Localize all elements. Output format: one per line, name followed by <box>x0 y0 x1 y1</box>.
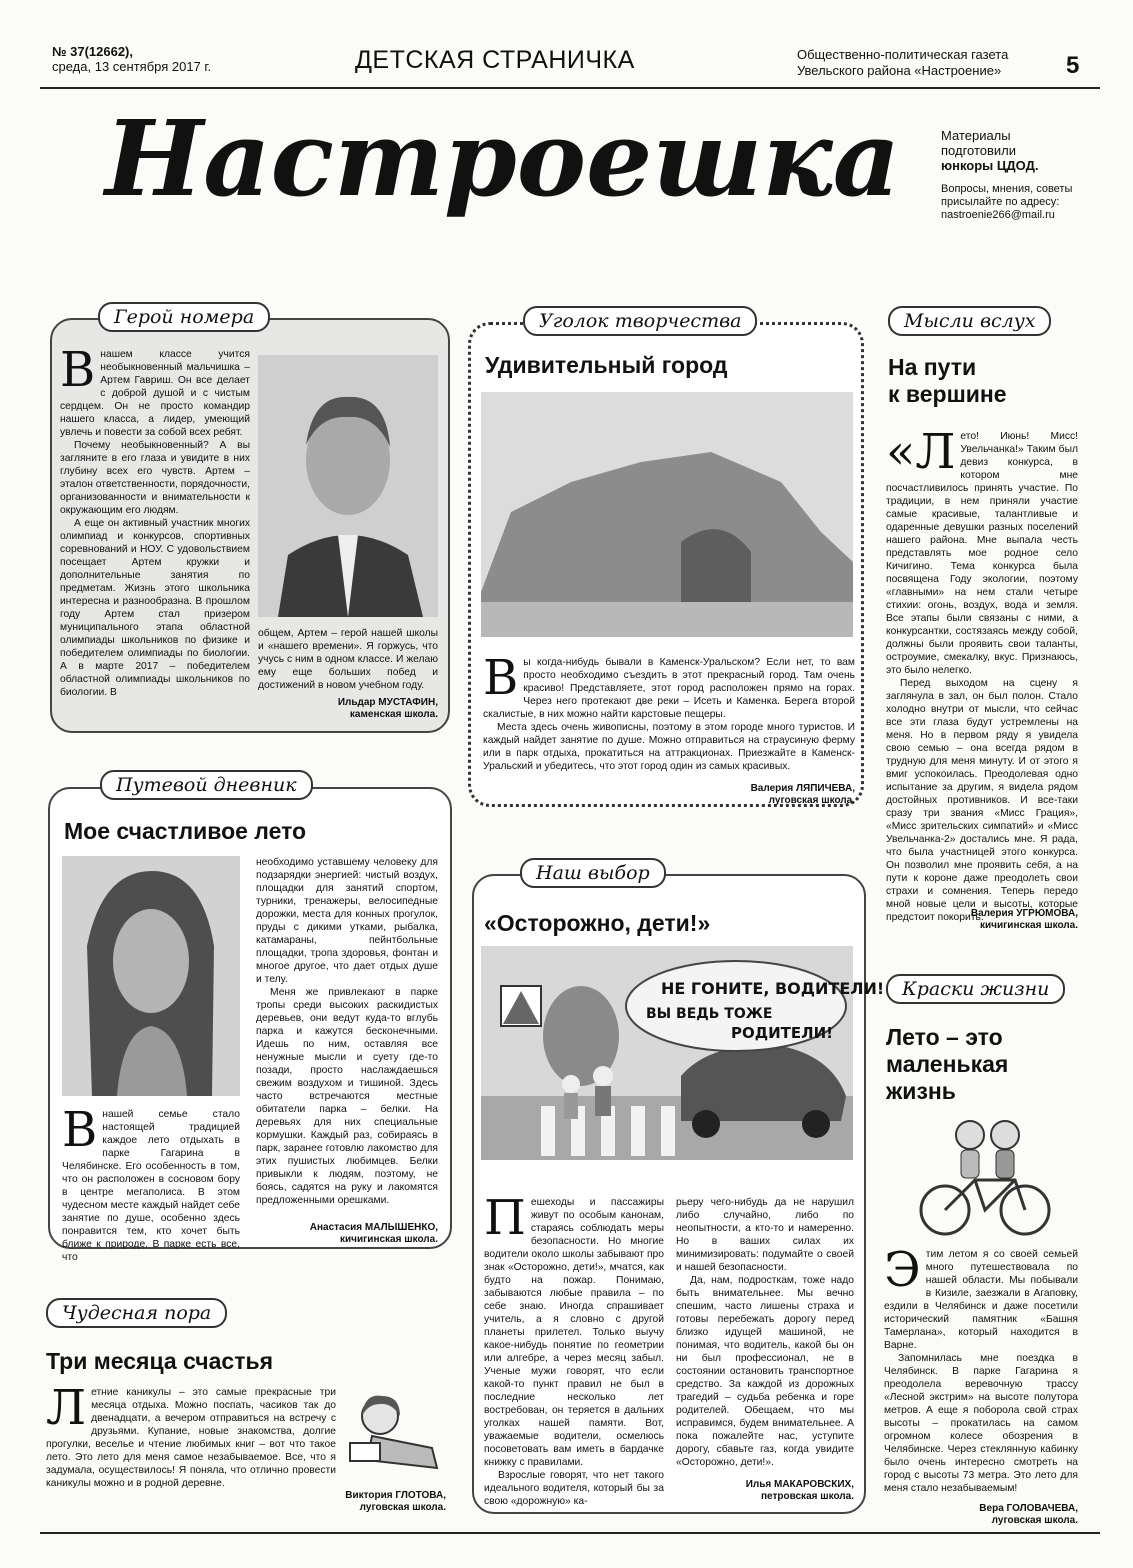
corner-text <box>483 650 855 773</box>
corner-dropcap: В <box>483 650 519 706</box>
paper-line-2: Увельского района «Настроение» <box>797 63 1002 78</box>
thoughts-title-1: На пути <box>888 354 977 380</box>
thoughts-dropcap: «Л <box>886 424 956 480</box>
corner-signature <box>660 783 855 807</box>
diary-signature <box>256 1222 438 1246</box>
diary-author: Анастасия МАЛЫШЕНКО, <box>309 1222 438 1233</box>
thoughts-author: Валерия УГРЮМОВА, <box>970 908 1078 919</box>
prepared-by <box>941 128 1091 222</box>
hero-school: каменская школа. <box>349 709 438 720</box>
page-number: 5 <box>1066 52 1080 79</box>
diary-para-3: Меня же привлекают в парке тропы среди высоких раскидистых деревьев, они ведут куда-то вглубь парка и кажутся бесконечными. Идешь по ним, оставляя все ненужные мысли и суету где-то позади, просто наслаждаешься свежим воздухом и тишиной. Здесь часто встречаются местные обитатели парка – белки. На деревьях для них специальные кормушки. Каждый раз, собираясь в парк, заранее готовлю лакомство для этих пушистых любимцев. Белки привыкли к людям, поэтому, не боясь, садятся на руку и лакомятся предложенными орешками. <box>256 987 438 1206</box>
diary-text-col2 <box>256 856 438 1207</box>
wonder-author: Виктория ГЛОТОВА, <box>345 1490 446 1501</box>
wonder-para-1: етние каникулы – это самые прекрасные три месяца отдыха. Можно поспать, часиков так до двенадцати, а вечером отправиться на встречу с друзьями. Купание, новые знакомства, долгие прогулки, веселье и чтение любимых книг – вот что такое лето. Это лето для меня самое незабываемое. Все, что я задумала, осуществилось! Я поняла, что отлично провести каникулы можно и в родной деревне. <box>46 1387 336 1489</box>
corner-tag: Уголок творчества <box>523 306 757 336</box>
wonder-signature <box>250 1490 446 1514</box>
prepared-line-1: Материалы <box>941 128 1011 143</box>
diary-para-1: нашей семье стало настоящей традицией каждое лето отдыхать в парке Гагарина в Челябинске. Его особенность в том, что он расположен в сосновом бору в центре мегаполиса. В этом чудесном месте каждый найдет себе занятие по душе, особенно здесь понравится тем, кто хочет быть ближе к природе. В парке есть все, что <box>62 1109 240 1263</box>
colors-para-1: тим летом я со своей семьей много путешествовала по нашей области. Мы побывали в Кизиле, заезжали в Агаповку, ездили в Челябинск и даже посетили исторический памятник «Башня Тамерлана», который находится в Варне. <box>884 1249 1078 1351</box>
choice-para-3: рьеру чего-нибудь да не нарушил либо случайно, либо по неопытности, а кто-то и намеренно. Но в ваших силах их минимизировать: подумайте о своей и нашей безопасности. <box>676 1197 854 1273</box>
choice-text-col1 <box>484 1190 664 1508</box>
hero-text-col1 <box>60 342 250 699</box>
hero-signature <box>258 697 438 721</box>
section-title: ДЕТСКАЯ СТРАНИЧКА <box>355 46 635 74</box>
thoughts-para-2: Перед выходом на сцену я заглянула в зал, он был полон. Стало холодно внутри от мысли, что сейчас все эти глаза будут устремлены на меня. Но в первом ряду я увидела свою семью – она всегда рядом в трудную для меня минуту. И от этого я вмиг успокоилась. Преодолевая одно испытание за другим, я видела рядом достойных противников. И все-таки сразу три звания «Мисс Грация», «Мисс зрительских симпатий» и «Мисс Увельчанка-2» достались мне. Я рада, что была участницей этого конкурса. Он позволил мне проявить себя, а на пути к короне даже преодолеть свои страхи и сомнения. Теперь передо мной новые цели и высоты, которые предстоит покорить. <box>886 678 1078 923</box>
corner-school: луговская школа. <box>768 795 855 806</box>
thoughts-signature <box>886 908 1078 932</box>
poster-text-2: ВЫ ВЕДЬ ТОЖЕ <box>646 1006 773 1022</box>
masthead-logo <box>95 95 905 225</box>
corner-para-2: Места здесь очень живописны, поэтому в этом городе много туристов. И каждый найдет занятие по душе. Можно отправиться на страусиную ферму или в парк отдыха, прокатиться на аттракционах. Приезжайте в Каменск-Уральский и убедитесь, что этот город один из самых красивых. <box>483 722 855 772</box>
hero-photo <box>258 355 438 617</box>
prepared-line-3: юнкоры ЦДОД. <box>941 158 1039 173</box>
choice-text-col2 <box>676 1196 854 1469</box>
paper-name <box>797 47 1057 79</box>
colors-dropcap: Э <box>884 1242 921 1298</box>
colors-para-2: Запомнилась мне поездка в Челябинск. В парке Гагарина я преодолела веревочную трассу «Лесной экстрим» на высоте полутора метров. А еще я поборола свой страх высоты – прокатилась на самом огромном колесе обозрения в Челябинске. Через стеклянную кабинку было очень интересно смотреть на город с высоты 73 метра. Это лето для меня стало незабываемым! <box>884 1353 1078 1494</box>
thoughts-title-2: к вершине <box>888 381 1007 407</box>
choice-poster <box>481 946 885 1160</box>
contact-email: nastroenie266@mail.ru <box>941 209 1055 221</box>
hero-author: Ильдар МУСТАФИН, <box>337 697 438 708</box>
wonder-tag: Чудесная пора <box>46 1298 227 1328</box>
choice-school: петровская школа. <box>761 1491 854 1502</box>
diary-school: кичигинская школа. <box>340 1234 438 1245</box>
wonder-school: луговская школа. <box>359 1502 446 1513</box>
questions-line-1: Вопросы, мнения, советы <box>941 183 1073 195</box>
diary-dropcap: В <box>62 1102 98 1158</box>
choice-para-2: Взрослые говорят, что нет такого идеального водителя, который бы за свою «дорожную» ка- <box>484 1470 664 1507</box>
colors-author: Вера ГОЛОВАЧЕВА, <box>979 1503 1078 1514</box>
thoughts-title <box>888 354 1007 408</box>
choice-para-4: Да, нам, подросткам, тоже надо быть внимательнее. Мы вечно спешим, часто лишены страха и готовы перебежать дорогу перед близко идущей машиной, не понимая, что водитель, какой бы он ни был профессионал, не в состоянии остановить транспортное средство. За каждой из дорожных трагедий – судьба ребенка и горе родителей. Обещаем, что мы исправимся, будем внимательнее. А пока пожалейте нас, уступите дорогу, сбавьте газ, когда увидите «Осторожно, дети!». <box>676 1275 854 1468</box>
colors-title-1: Лето – это <box>886 1024 1003 1050</box>
issue-number: № 37(12662), <box>52 44 133 59</box>
colors-tag: Краски жизни <box>886 974 1065 1004</box>
hero-para-2: Почему необыкновенный? А вы загляните в его глаза и увидите в них глубину всех его чувств. Артем – эталон ответственности, порядочности, организованности и внимательности к окружающим его людям. <box>60 440 250 516</box>
corner-para-1: ы когда-нибудь бывали в Каменск-Уральском? Если нет, то вам просто необходимо съездить в этот прекрасный город. Там очень красиво! Представляете, этот город расположен прямо на горах. Через него протекают две реки – Исеть и Каменка. Берега второй скалистые, в них можно найти карстовые пещеры. <box>483 657 855 720</box>
hero-para-1: нашем классе учится необыкновенный мальчишка – Артем Гавриш. Он все делает с доброй душой и с чистым сердцем. Он не просто командир нашего класса, а лидер, умеющий увлечь и повести за собой всех ребят. <box>60 349 250 438</box>
hero-dropcap: В <box>60 342 96 398</box>
paper-line-1: Общественно-политическая газета <box>797 47 1009 62</box>
thoughts-tag: Мысли вслух <box>888 306 1051 336</box>
issue-date: среда, 13 сентября 2017 г. <box>52 59 212 74</box>
choice-title: «Осторожно, дети!» <box>484 910 711 936</box>
thoughts-text <box>886 424 1078 924</box>
poster-text-3: РОДИТЕЛИ! <box>731 1024 833 1042</box>
wonder-text <box>46 1380 336 1490</box>
colors-signature <box>884 1503 1078 1527</box>
prepared-line-2: подготовили <box>941 143 1017 158</box>
choice-para-1: ешеходы и пассажиры живут по особым канонам, стараясь соблюдать меры безопасности. Но многие водители около школы забывают про знак «Осторожно, дети!», мчатся, как будто на пожар. Понимаю, забываются любые правила – по себе знаю. Иногда спрашивает учитель, а я словно с другой планеты прилетел. Только выучу какое-нибудь понятие по геометрии или алгебре, а через месяц забыл. Ученые мужи говорят, что если какой-то пункт правил не был в последние несколько лет востребован, он теряется в дальних уголках нашей памяти. Вот, уважаемые водители, осмелюсь посоветовать вам иметь в бардачке книжку с правилами. <box>484 1197 664 1468</box>
questions-line-2: присылайте по адресу: <box>941 196 1060 208</box>
choice-signature <box>676 1479 854 1503</box>
corner-photo-rocks <box>481 392 853 637</box>
colors-title <box>886 1024 1008 1105</box>
wonder-dropcap: Л <box>46 1380 87 1436</box>
girl-reading-illustration <box>342 1388 452 1478</box>
wonder-title: Три месяца счастья <box>46 1348 274 1374</box>
hero-para-4: общем, Артем – герой нашей школы и «нашего времени». Я горжусь, что учусь с ним в одном классе. И желаю ему еще больших побед и достижений в новом учебном году. <box>258 628 438 691</box>
footer-rule <box>40 1532 1100 1534</box>
hero-para-3: А еще он активный участник многих олимпиад и конкурсов, спортивных соревнований и НОУ. С удовольствием посещает Артем кружки и дополнительные занятия по предметам. Жизнь этого школьника интересна и разнообразна. В прошлом году Артем стал призером муниципального этапа областной олимпиады школьников по физике и победителем олимпиады по биологии. А в марте 2017 – победителем областной олимпиады школьников по биологии. В <box>60 518 250 698</box>
diary-photo <box>62 856 240 1096</box>
diary-text-col1 <box>62 1102 240 1264</box>
diary-title: Мое счастливое лето <box>64 818 307 844</box>
colors-title-2: маленькая <box>886 1051 1009 1077</box>
choice-author: Илья МАКАРОВСКИХ, <box>745 1479 854 1490</box>
choice-dropcap: П <box>484 1190 526 1246</box>
header-rule <box>40 87 1100 89</box>
corner-title: Удивительный город <box>485 352 728 378</box>
diary-para-2: необходимо уставшему человеку для подзарядки энергией: чистый воздух, площадки для занятий спортом, турники, тренажеры, велосипедные дорожки, места для конных прогулок, пруды с дикими утками, рыбалка, катамараны, пейнтбольные площадки, тропа здоровья, фонтан и многое другое, что дает отдых душе и телу. <box>256 857 438 985</box>
colors-text <box>884 1242 1078 1495</box>
masthead-text: Настроешка <box>105 97 901 220</box>
diary-tag: Путевой дневник <box>100 770 313 800</box>
choice-tag: Наш выбор <box>520 858 666 888</box>
colors-title-3: жизнь <box>886 1078 956 1104</box>
hero-tag: Герой номера <box>98 302 270 332</box>
corner-author: Валерия ЛЯПИЧЕВА, <box>750 783 855 794</box>
poster-text-1: НЕ ГОНИТЕ, ВОДИТЕЛИ! <box>661 979 885 998</box>
thoughts-para-1: ето! Июнь! Мисс! Увельчанка!» Таким был девиз конкурса, в котором мне посчастливилось принять участие. По традиции, в нем приняли участие самые красивые, талантливые и одаренные девушки разных поселений нашего района. Мне выпала честь представлять мое родное село Кичигино. Тема конкурса была посвящена Году экологии, поэтому «главными» на нем стали четыре стихии: огонь, воздух, вода и земля. Все этапы были связаны с ними, а конкурсантки, состязаясь между собой, должны были проявить свои таланты, остроумие, смекалку, вкус. Признаюсь, это было нелегко. <box>886 431 1078 676</box>
bicycle-illustration <box>915 1110 1055 1240</box>
hero-text-col2 <box>258 627 438 692</box>
issue-info <box>52 44 211 74</box>
colors-school: луговская школа. <box>991 1515 1078 1526</box>
thoughts-school: кичигинская школа. <box>980 920 1078 931</box>
